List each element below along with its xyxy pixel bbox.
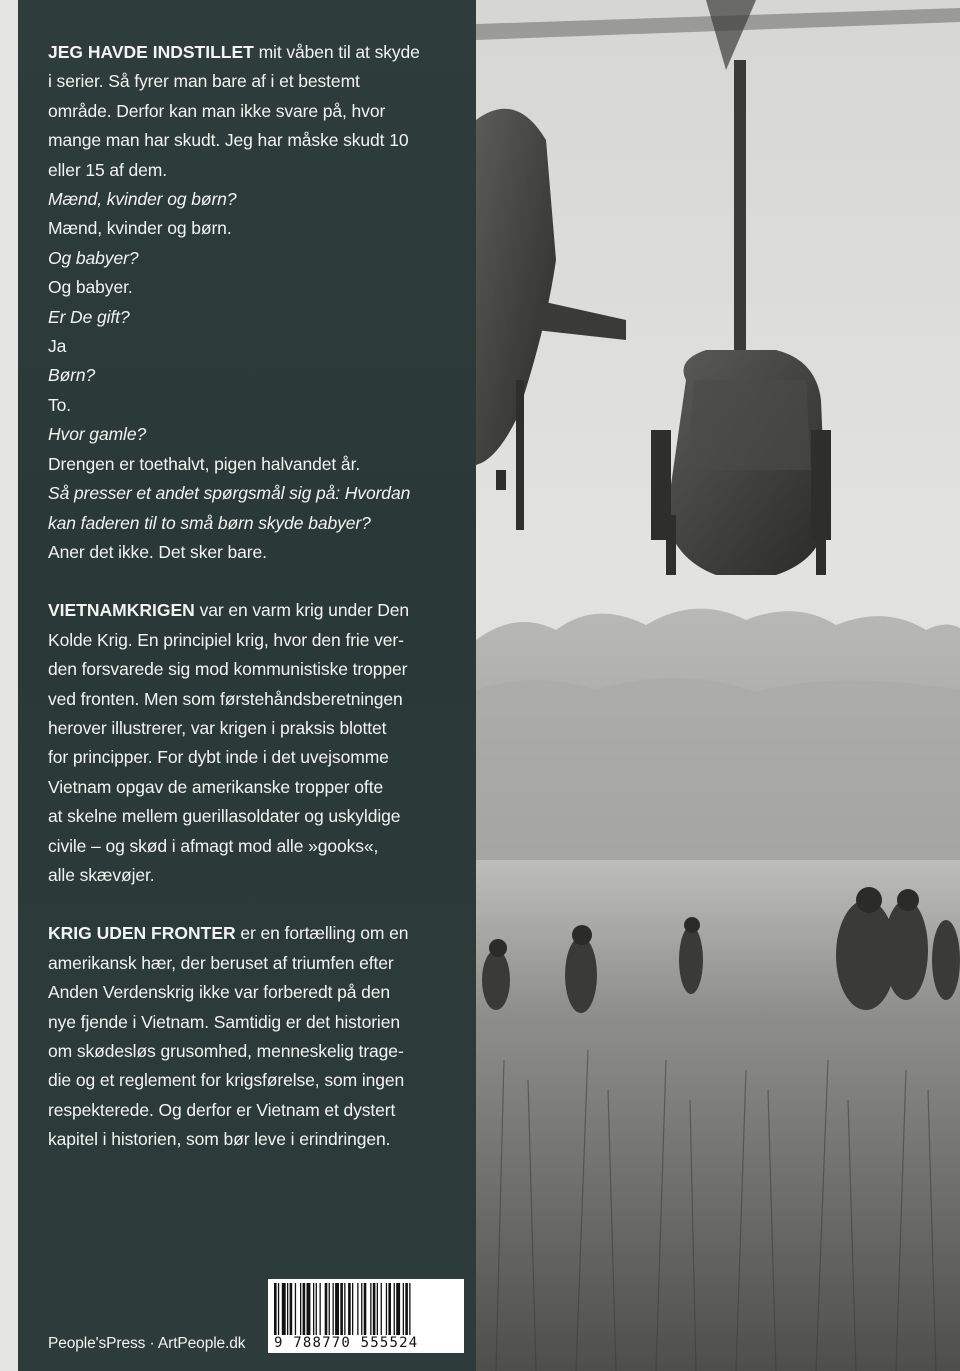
- barcode-bar: [325, 1283, 328, 1335]
- blurb-line: at skelne mellem guerillasoldater og uskyldige: [48, 806, 401, 827]
- barcode-bar: [300, 1283, 301, 1335]
- blurb-line: om skødesløs grusomhed, menneskelig trage-: [48, 1041, 404, 1061]
- barcode-bar: [364, 1283, 367, 1335]
- blurb-lead-rest: er en fortælling om en: [235, 923, 409, 944]
- barcode-bar: [303, 1283, 306, 1335]
- barcode-bar: [405, 1283, 408, 1335]
- blurb-lead-rest: mit våben til at skyde: [253, 42, 420, 62]
- barcode-bar: [333, 1283, 334, 1335]
- barcode-bar: [313, 1283, 314, 1335]
- blurb-line: civile – og skød i afmagt mod alle »gooks«,: [48, 835, 379, 856]
- barcode-bar: [373, 1283, 376, 1335]
- blurb-line: [48, 596, 456, 625]
- blurb-line: område. Derfor kan man ikke svare på, hvor: [48, 100, 386, 121]
- blurb-line: alle skævøjer.: [48, 864, 155, 885]
- blurb-text: [48, 38, 456, 1155]
- barcode-bar: [348, 1283, 351, 1335]
- blurb-line: kan faderen til to små børn skyde babyer?: [48, 512, 371, 533]
- blurb-lead-rest: var en varm krig under Den: [194, 600, 410, 621]
- blurb-line: die og et reglement for krigsførelse, som ingen: [48, 1070, 405, 1091]
- blurb-line: Ja: [48, 336, 67, 357]
- isbn-number: 9 788770 555524: [274, 1335, 419, 1351]
- barcode-bar: [403, 1283, 404, 1335]
- helicopter-landing-photo: [476, 0, 960, 1371]
- blurb-line: amerikansk hær, der beruset af triumfen efter: [48, 952, 394, 973]
- blurb-line: [48, 38, 456, 67]
- barcode-bar: [386, 1283, 387, 1335]
- blurb-line: herover illustrerer, var krigen i praksis blottet: [48, 717, 387, 738]
- barcode-bars: [274, 1283, 458, 1335]
- barcode-bar: [409, 1283, 410, 1335]
- blurb-line: Mænd, kvinder og børn.: [48, 218, 232, 239]
- barcode-bar: [295, 1283, 296, 1335]
- barcode-bar: [381, 1283, 382, 1335]
- barcode-bar: [377, 1283, 378, 1335]
- isbn-barcode: [268, 1279, 464, 1353]
- cover-photo-helicopters: [476, 0, 960, 1371]
- barcode-bar: [388, 1283, 391, 1335]
- barcode-bar: [316, 1283, 317, 1335]
- blurb-line: Anden Verdenskrig ikke var forberedt på den: [48, 982, 391, 1003]
- barcode-bar: [357, 1283, 358, 1335]
- blurb-line: den forsvarede sig mod kommunistiske tropper: [48, 659, 408, 680]
- blurb-line: Børn?: [48, 365, 96, 386]
- barcode-bar: [340, 1283, 343, 1335]
- barcode-bar: [361, 1283, 362, 1335]
- blurb-lead: VIETNAMKRIGEN: [48, 600, 195, 621]
- barcode-bar: [274, 1283, 277, 1335]
- blurb-line: To.: [48, 394, 72, 415]
- blurb-line: Mænd, kvinder og børn?: [48, 189, 237, 210]
- barcode-bar: [335, 1283, 339, 1335]
- barcode-bar: [290, 1283, 293, 1335]
- blurb-line: Hvor gamle?: [48, 424, 147, 445]
- blurb-lead: KRIG UDEN FRONTER: [48, 923, 236, 944]
- blurb-line: Er De gift?: [48, 306, 130, 327]
- text-panel: [18, 0, 476, 1371]
- barcode-bar: [320, 1283, 321, 1335]
- blurb-line: Og babyer.: [48, 277, 133, 298]
- blurb-line: kapitel i historien, som bør leve i erindringen.: [48, 1129, 391, 1150]
- blurb-line: Drengen er toethalvt, pigen halvandet år.: [48, 453, 361, 474]
- barcode-bar: [287, 1283, 288, 1335]
- blurb-line: for principper. For dybt inde i det uvejsomme: [48, 747, 389, 768]
- barcode-bar: [307, 1283, 311, 1335]
- blurb-line: [48, 919, 456, 948]
- barcode-bar: [344, 1283, 345, 1335]
- barcode-bar: [370, 1283, 371, 1335]
- blurb-line: Vietnam opgav de amerikanske tropper ofte: [48, 776, 384, 797]
- blurb-line: ved fronten. Men som førstehåndsberetningen: [48, 688, 403, 709]
- barcode-bar: [329, 1283, 330, 1335]
- blurb-line: i serier. Så fyrer man bare af i et bestemt: [48, 71, 360, 92]
- barcode-bar: [394, 1283, 395, 1335]
- blurb-line: Kolde Krig. En principiel krig, hvor den frie ver-: [48, 629, 404, 650]
- blurb-line: nye fjende i Vietnam. Samtidig er det historien: [48, 1011, 400, 1032]
- publisher-line: People'sPress · ArtPeople.dk: [48, 1335, 246, 1352]
- blurb-block: [48, 596, 456, 890]
- blurb-line: Så presser et andet spørgsmål sig på: Hvordan: [48, 483, 411, 504]
- blurb-block: [48, 919, 456, 1154]
- blurb-line: mange man har skudt. Jeg har måske skudt 10: [48, 130, 409, 151]
- barcode-bar: [282, 1283, 286, 1335]
- blurb-line: respekterede. Og derfor er Vietnam et dystert: [48, 1099, 396, 1120]
- blurb-lead: JEG HAVDE INDSTILLET: [48, 42, 254, 62]
- blurb-line: Og babyer?: [48, 247, 139, 268]
- blurb-line: eller 15 af dem.: [48, 159, 168, 180]
- barcode-bar: [278, 1283, 279, 1335]
- barcode-bar: [352, 1283, 353, 1335]
- blurb-block: [48, 38, 456, 567]
- blurb-line: Aner det ikke. Det sker bare.: [48, 541, 267, 562]
- barcode-bar: [396, 1283, 400, 1335]
